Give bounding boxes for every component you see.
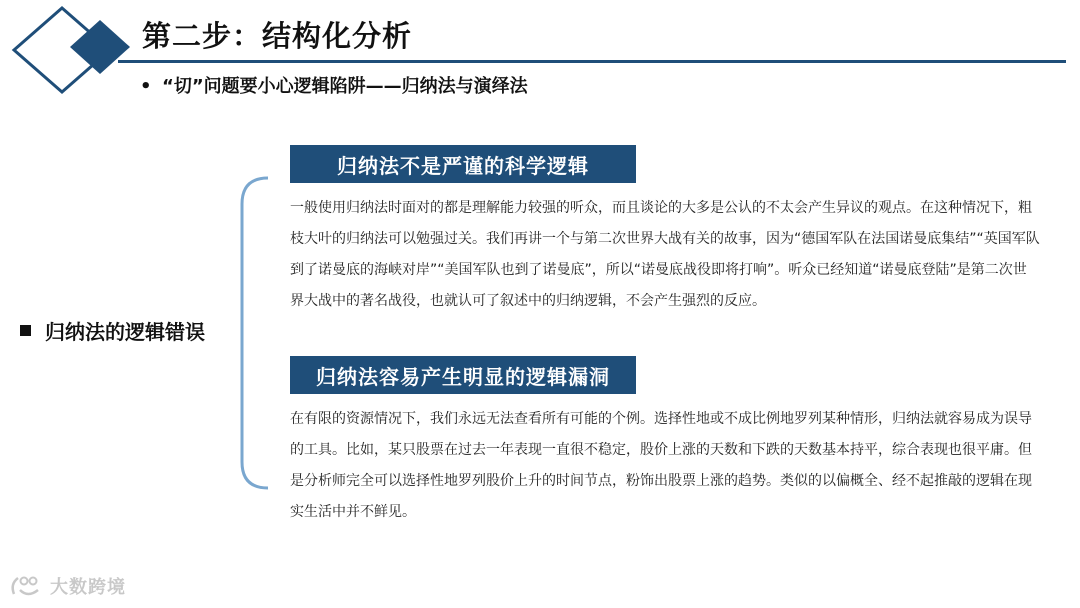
section-label-text: 归纳法的逻辑错误 <box>45 320 205 344</box>
square-bullet-icon <box>20 325 31 336</box>
subtitle-bullet: • <box>140 76 152 97</box>
block-heading-2: 归纳法容易产生明显的逻辑漏洞 <box>290 356 636 394</box>
watermark <box>8 572 126 600</box>
title-divider <box>118 60 1066 63</box>
block-body-2: 在有限的资源情况下，我们永远无法查看所有可能的个例。选择性地或不成比例地罗列某种情形，归纳法就容易成为误导的工具。比如，某只股票在过去一年表现一直很不稳定，股价上涨的天数和下跌的天数基本持平，综合表现也很平庸。但是分析师完全可以选择性地罗列股价上升的时间节点，粉饰出股票上涨的趋势。类似的以偏概全、经不起推敲的逻辑在现实生活中并不鲜见。 <box>290 411 1032 520</box>
page-title: 第二步：结构化分析 <box>142 19 413 53</box>
block-body-1: 一般使用归纳法时面对的都是理解能力较强的听众，而且谈论的大多是公认的不太会产生异议的观点。在这种情况下，粗枝大叶的归纳法可以勉强过关。我们再讲一个与第二次世界大战有关的故事，因为“德国军队在法国诺曼底集结”“英国军队到了诺曼底的海峡对岸”“美国军队也到了诺曼底”，所以“诺曼底战役即将打响”。听众已经知道“诺曼底登陆”是第二次世界大战中的著名战役，也就认可了叙述中的归纳逻辑，不会产生强烈的反应。 <box>290 200 1040 309</box>
watermark-text: 大数跨境 <box>50 577 126 598</box>
left-bracket-icon <box>232 174 272 492</box>
subtitle-text: “切”问题要小心逻辑陷阱——归纳法与演绎法 <box>162 76 528 97</box>
block-heading-1: 归纳法不是严谨的科学逻辑 <box>290 145 636 183</box>
section-label <box>20 316 205 345</box>
subtitle <box>140 72 528 98</box>
bigdata-logo-icon <box>8 572 48 600</box>
diamond-logo-icon <box>0 0 150 100</box>
